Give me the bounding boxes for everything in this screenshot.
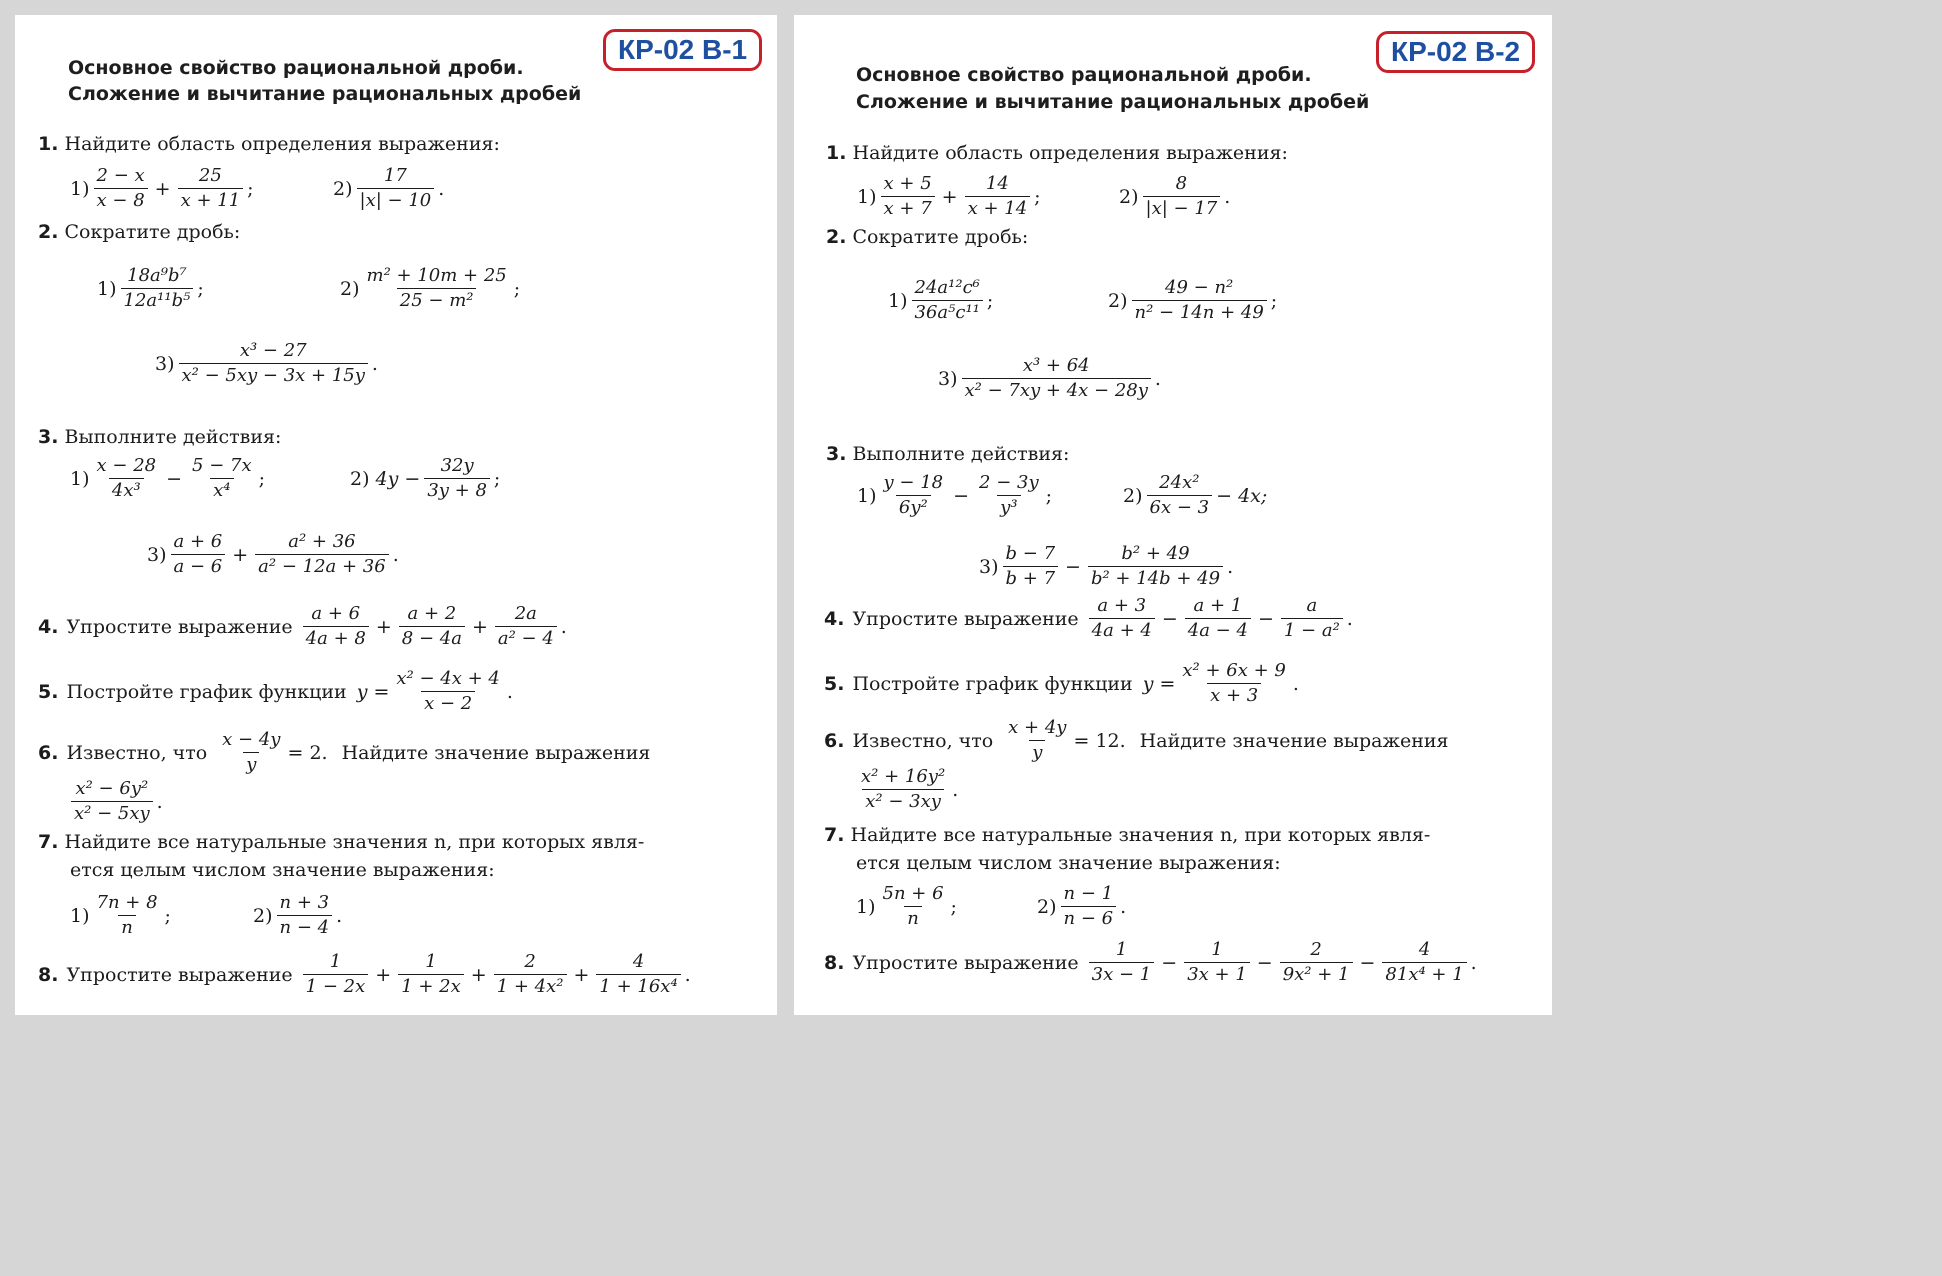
part-label: 1): [856, 895, 876, 918]
task-number: 2.: [38, 221, 59, 243]
task-2: [38, 220, 240, 244]
task-1-part-2: 2) $\frac{8}{|x| - 17}$ .: [1119, 173, 1231, 219]
fraction: $\frac{x - 4y}{y}$: [222, 729, 281, 775]
variant-badge: КР-02 В-1: [603, 29, 762, 71]
part-label: 2): [350, 467, 370, 490]
task-4: 4. Упростите выражение $\frac{a + 6}{4a + 8}$ + $\frac{a + 2}{8 - 4a}$ + $\frac{2a}{\text{a² − 4}}$ .: [38, 603, 567, 649]
task-2-part-2: 2) $\frac{\text{m² + 10m + 25}}{\text{25 − m²}}$ ;: [340, 265, 521, 311]
task-7-part-2: 2) $\frac{n + 3}{n - 4}$ .: [253, 892, 343, 938]
part-label: 2): [1037, 895, 1057, 918]
task-2-part-1: 1) $\frac{\text{18a⁹b⁷}}{\text{12a¹¹b⁵}}$ ;: [97, 265, 204, 311]
task-text: Упростите выражение: [66, 963, 293, 986]
task-text: Выполните действия:: [852, 443, 1070, 465]
fraction: $\frac{25}{x + 11}$: [178, 165, 244, 212]
part-label: 2): [333, 177, 353, 200]
worksheet-variant-1: [15, 15, 777, 1015]
task-text: Постройте график функции: [852, 672, 1133, 695]
fraction: $\frac{\text{x² + 6x + 9}}{x + 3}$: [1182, 660, 1286, 706]
fraction: $\frac{a + 6}{4a + 8}$: [303, 603, 369, 650]
task-text: Сократите дробь:: [852, 226, 1029, 248]
task-text: Постройте график функции: [66, 680, 347, 703]
task-number: 5.: [824, 672, 845, 695]
fraction: $\frac{n - 1}{n - 6}$: [1061, 883, 1117, 930]
fraction: $\frac{x + 5}{x + 7}$: [881, 173, 935, 220]
task-6-expression: $\frac{\text{x² − 6y²}}{\text{x² − 5xy}}$ .: [67, 778, 163, 825]
task-3-part-1: 1) $\frac{y - 18}{\text{6y²}}$ − $\frac{2 - 3y}{\text{y³}}$ ;: [857, 472, 1053, 518]
task-text: Упростите выражение: [852, 951, 1079, 974]
task-text: Найдите все натуральные значения n, при которых явля-: [64, 831, 645, 853]
fraction: $\frac{\text{18a⁹b⁷}}{\text{12a¹¹b⁵}}$: [121, 265, 194, 312]
part-label: 2): [253, 904, 273, 927]
fraction: $\frac{\text{24x²}}{6x - 3}$: [1147, 472, 1213, 519]
worksheet-variant-2: [794, 15, 1552, 1015]
task-text: Упростите выражение: [852, 607, 1079, 630]
task-text: Найдите значение выражения: [1139, 729, 1449, 752]
part-label: 1): [70, 467, 90, 490]
task-3-part-3: 3) $\frac{b - 7}{b + 7}$ − $\frac{\text{b² + 49}}{\text{b² + 14b + 49}}$ .: [979, 543, 1234, 589]
fraction: $\frac{5 - 7x}{\text{x⁴}}$: [192, 455, 252, 501]
worksheet-title-line-1: Основное свойство рациональной дроби.: [856, 64, 1312, 86]
fraction: $\frac{7n + 8}{n}$: [96, 892, 158, 938]
task-number: 1.: [38, 133, 59, 155]
fraction: $\frac{2}{\text{9x² + 1}}$: [1280, 939, 1353, 986]
task-6: 6. Известно, что $\frac{x - 4y}{y}$ = 2. Найдите значение выражения: [38, 729, 651, 775]
fraction: $\frac{\text{x² − 4x + 4}}{x - 2}$: [396, 668, 500, 714]
worksheet-title-line-2: Сложение и вычитание рациональных дробей: [856, 91, 1370, 113]
part-label: 1): [888, 289, 908, 312]
task-number: 4.: [38, 615, 59, 638]
task-text: Найдите значение выражения: [341, 741, 651, 764]
fraction: $\frac{a + 1}{4a - 4}$: [1185, 595, 1251, 642]
fraction: $\frac{\text{x³ − 27}}{\text{x² − 5xy − 3x + 15y}}$: [179, 340, 368, 387]
task-text: Найдите область определения выражения:: [64, 133, 500, 155]
part-label: 2): [1108, 289, 1128, 312]
fraction: $\frac{a + 6}{a - 6}$: [171, 531, 226, 578]
fraction: $\frac{\text{49 − n²}}{\text{n² − 14n + 49}}$: [1132, 277, 1267, 324]
task-number: 6.: [824, 729, 845, 752]
task-number: 4.: [824, 607, 845, 630]
task-number: 5.: [38, 680, 59, 703]
task-3-part-1: 1) $\frac{x - 28}{\text{4x³}}$ − $\frac{5 - 7x}{\text{x⁴}}$ ;: [70, 455, 266, 501]
part-label: 1): [857, 484, 877, 507]
task-1: [38, 132, 500, 156]
fraction: $\frac{1}{3x - 1}$: [1089, 939, 1155, 986]
fraction: $\frac{8}{|x| - 17}$: [1143, 173, 1221, 220]
task-number: 1.: [826, 142, 847, 164]
task-text: Выполните действия:: [64, 426, 282, 448]
fraction: $\frac{y - 18}{\text{6y²}}$: [883, 472, 944, 518]
fraction: $\frac{32y}{3y + 8}$: [424, 455, 490, 502]
task-8: 8. Упростите выражение $\frac{1}{1 - 2x}$ + $\frac{1}{1 + 2x}$ + $\frac{2}{\text{1 + 4x²}}$ + $\frac{4}{\text{1 + 16x⁴}}$ .: [38, 951, 691, 997]
fraction: $\frac{2 - x}{x - 8}$: [94, 165, 148, 212]
task-number: 8.: [824, 951, 845, 974]
part-label: 2): [1123, 484, 1143, 507]
task-1-part-1: 1) $\frac{x + 5}{x + 7}$ + $\frac{14}{x + 14}$ ;: [857, 173, 1041, 219]
task-number: 3.: [826, 443, 847, 465]
part-label: 2): [340, 277, 360, 300]
task-3-part-3: 3) $\frac{a + 6}{a - 6}$ + $\frac{\text{a² + 36}}{\text{a² − 12a + 36}}$ .: [147, 531, 399, 577]
task-6: 6. Известно, что $\frac{x + 4y}{y}$ = 12. Найдите значение выражения: [824, 717, 1449, 763]
task-text: Известно, что: [66, 741, 208, 764]
variant-badge: КР-02 В-2: [1376, 31, 1535, 73]
task-3: [826, 442, 1069, 466]
task-text: Известно, что: [852, 729, 994, 752]
fraction: $\frac{17}{|x| - 10}$: [357, 165, 435, 212]
part-label: 3): [147, 543, 167, 566]
fraction: $\frac{\text{x² − 6y²}}{\text{x² − 5xy}}$: [71, 778, 153, 825]
part-label: 3): [938, 367, 958, 390]
task-5: 5. Постройте график функции y = $\frac{\text{x² − 4x + 4}}{x - 2}$ .: [38, 668, 513, 714]
part-label: 1): [97, 277, 117, 300]
task-4: 4. Упростите выражение $\frac{a + 3}{4a + 4}$ − $\frac{a + 1}{4a - 4}$ − $\frac{a}{\text{1 − a²}}$ .: [824, 595, 1353, 641]
fraction: $\frac{1}{3x + 1}$: [1184, 939, 1250, 986]
fraction: $\frac{1}{1 - 2x}$: [303, 951, 369, 998]
fraction: $\frac{\text{x² + 16y²}}{\text{x² − 3xy}}$: [861, 766, 946, 812]
fraction: $\frac{2}{\text{1 + 4x²}}$: [494, 951, 567, 998]
task-2-part-1: 1) $\frac{\text{24a¹²c⁶}}{\text{36a⁵c¹¹}}$ ;: [888, 277, 994, 323]
fraction: $\frac{a + 3}{4a + 4}$: [1089, 595, 1155, 642]
task-text: Упростите выражение: [66, 615, 293, 638]
fraction: $\frac{n + 3}{n - 4}$: [277, 892, 333, 939]
task-2-part-3: 3) $\frac{\text{x³ + 64}}{\text{x² − 7xy + 4x − 28y}}$ .: [938, 355, 1161, 401]
task-3-part-2: 2) 4y − $\frac{32y}{3y + 8}$ ;: [350, 455, 501, 501]
task-7-part-1: 1) $\frac{7n + 8}{n}$ ;: [70, 892, 171, 938]
fraction: $\frac{a}{\text{1 − a²}}$: [1281, 595, 1343, 642]
task-number: 6.: [38, 741, 59, 764]
fraction: $\frac{a + 2}{8 - 4a}$: [399, 603, 465, 650]
fraction: $\frac{4}{\text{81x⁴ + 1}}$: [1382, 939, 1466, 986]
task-6-expression: $\frac{\text{x² + 16y²}}{\text{x² − 3xy}}$ .: [854, 766, 958, 813]
worksheet-title-line-2: Сложение и вычитание рациональных дробей: [68, 83, 582, 105]
task-2-part-2: 2) $\frac{\text{49 − n²}}{\text{n² − 14n + 49}}$ ;: [1108, 277, 1278, 323]
part-label: 3): [155, 352, 175, 375]
fraction: $\frac{\text{a² + 36}}{\text{a² − 12a + 36}}$: [255, 531, 389, 578]
task-number: 2.: [826, 226, 847, 248]
task-8: 8. Упростите выражение $\frac{1}{3x - 1}$ − $\frac{1}{3x + 1}$ − $\frac{2}{\text{9x² + 1}}$ − $\frac{4}{\text{81x⁴ + 1}}$ .: [824, 939, 1477, 985]
fraction: $\frac{5n + 6}{n}$: [882, 883, 944, 929]
fraction: $\frac{2a}{\text{a² − 4}}$: [495, 603, 557, 650]
task-7-line-2: ется целым числом значение выражения:: [70, 859, 495, 881]
task-text: Найдите область определения выражения:: [852, 142, 1288, 164]
fraction: $\frac{2 - 3y}{\text{y³}}$: [979, 472, 1039, 518]
task-1-part-1: 1) $\frac{2 - x}{x - 8}$ + $\frac{25}{x + 11}$ ;: [70, 165, 254, 211]
task-7-line-2: ется целым числом значение выражения:: [856, 852, 1281, 874]
task-7: [38, 830, 644, 854]
task-3-part-2: 2) $\frac{\text{24x²}}{6x - 3}$ − 4x;: [1123, 472, 1268, 518]
fraction: $\frac{\text{x³ + 64}}{\text{x² − 7xy + 4x − 28y}}$: [962, 355, 1151, 402]
task-2-part-3: 3) $\frac{\text{x³ − 27}}{\text{x² − 5xy − 3x + 15y}}$ .: [155, 340, 378, 386]
task-number: 3.: [38, 426, 59, 448]
fraction: $\frac{x - 28}{\text{4x³}}$: [96, 455, 157, 501]
fraction: $\frac{1}{1 + 2x}$: [398, 951, 464, 998]
part-label: 3): [979, 555, 999, 578]
fraction: $\frac{b - 7}{b + 7}$: [1003, 543, 1059, 590]
worksheet-title-line-1: Основное свойство рациональной дроби.: [68, 57, 524, 79]
task-text: Сократите дробь:: [64, 221, 241, 243]
task-3: [38, 425, 281, 449]
fraction: $\frac{\text{m² + 10m + 25}}{\text{25 − m²}}$: [366, 265, 507, 311]
task-7: [824, 823, 1430, 847]
fraction: $\frac{\text{24a¹²c⁶}}{\text{36a⁵c¹¹}}$: [912, 277, 983, 324]
task-1-part-2: 2) $\frac{17}{|x| - 10}$ .: [333, 165, 445, 211]
task-text: Найдите все натуральные значения n, при которых явля-: [850, 824, 1431, 846]
fraction: $\frac{x + 4y}{y}$: [1008, 717, 1067, 763]
fraction: $\frac{4}{\text{1 + 16x⁴}}$: [596, 951, 680, 998]
task-2: [826, 225, 1028, 249]
part-label: 1): [857, 185, 877, 208]
task-7-part-2: 2) $\frac{n - 1}{n - 6}$ .: [1037, 883, 1127, 929]
part-label: 1): [70, 904, 90, 927]
task-5: 5. Постройте график функции y = $\frac{\text{x² + 6x + 9}}{x + 3}$ .: [824, 660, 1299, 706]
task-7-part-1: 1) $\frac{5n + 6}{n}$ ;: [856, 883, 957, 929]
task-number: 7.: [824, 824, 845, 846]
task-number: 8.: [38, 963, 59, 986]
task-number: 7.: [38, 831, 59, 853]
part-label: 2): [1119, 185, 1139, 208]
part-label: 1): [70, 177, 90, 200]
fraction: $\frac{\text{b² + 49}}{\text{b² + 14b + 49}}$: [1088, 543, 1223, 590]
task-1: [826, 141, 1288, 165]
fraction: $\frac{14}{x + 14}$: [965, 173, 1031, 220]
